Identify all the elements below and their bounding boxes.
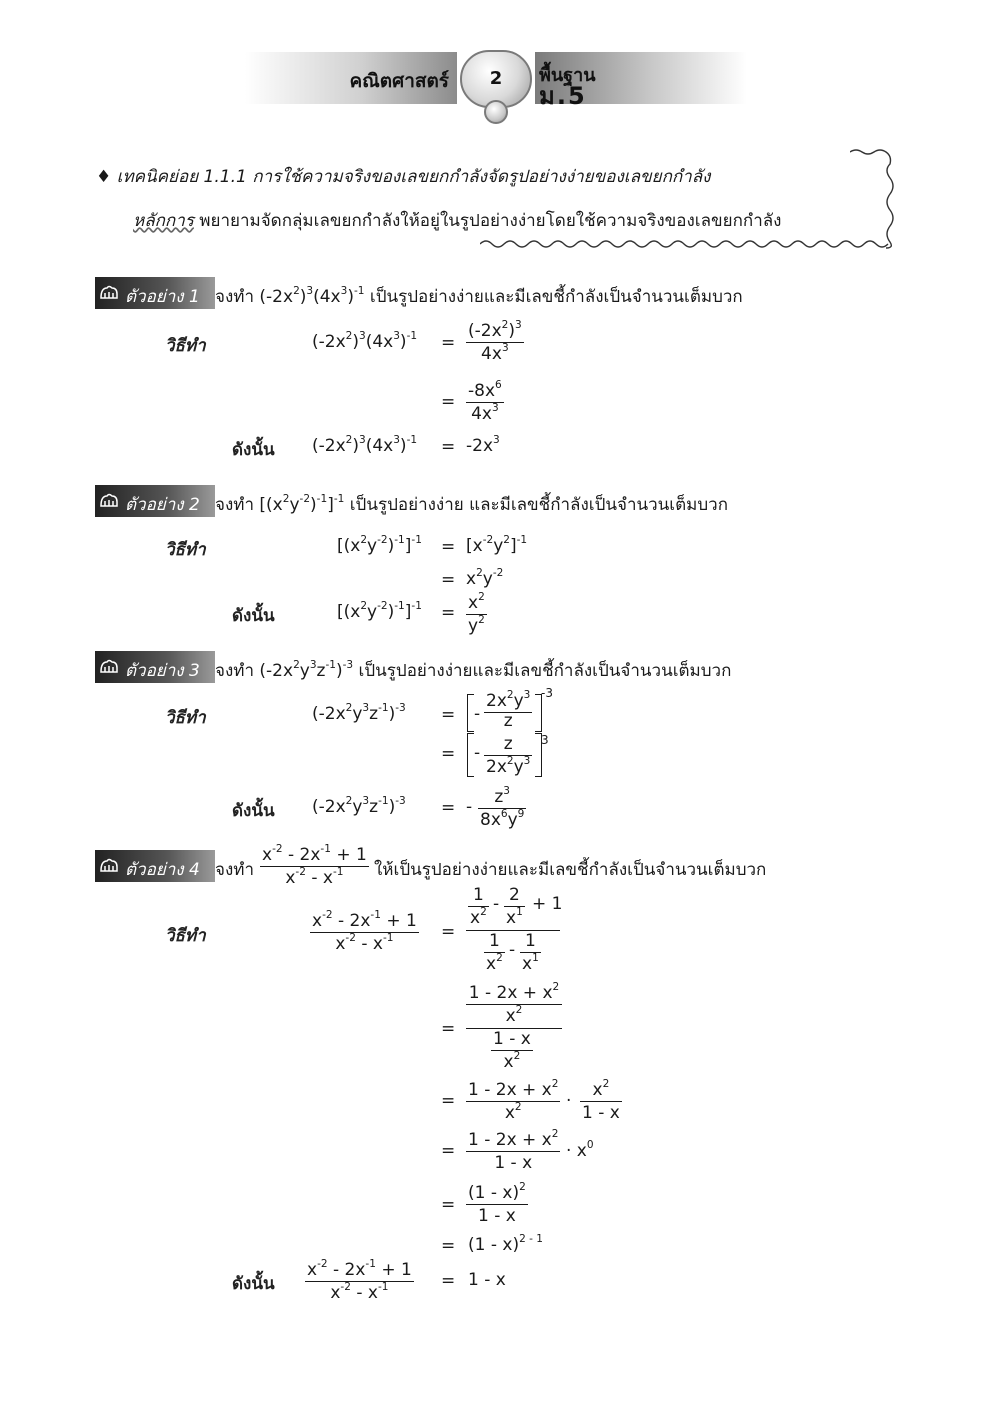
ex4-result-rhs: 1 - x [468,1270,506,1290]
therefore-label: ดังนั้น [232,801,275,821]
ex4-step3-fraction-b: $\frac{x^2}{1 - x}$ [582,1077,620,1123]
minus-sign: - [466,797,473,817]
example-1-label: ตัวอย่าง 1 [125,287,200,307]
hand-icon [99,857,119,875]
ex4-step2-complex-fraction: $\frac{1 - 2x + x^2}{x^2}$ $\frac{1 - x}{x^2}$ [466,982,562,1072]
ex1-step1-rhs: $\frac{(-2x^2)^3}{4x^3}$ [468,318,522,364]
ex1-step1-lhs: $(-2x^2)^3(4x^3)^{-1}$ [312,329,418,352]
example-3-question: จงทำ $(-2x^2y^3z^{-1})^{-3}$ เป็นรูปอย่างง่ายและมีเลขชี้กำลังเป็นจำนวนเต็มบวก [215,658,732,681]
equals-sign: = [441,603,456,623]
equals-sign: = [441,1091,456,1111]
method-label: วิธีทำ [165,926,206,946]
hand-icon [99,658,119,676]
principle-line [133,207,781,234]
ex4-step6: (1 - x)$^{2 - 1}$ [468,1232,543,1255]
left-bracket [467,694,474,732]
example-1-suffix: เป็นรูปอย่างง่ายและมีเลขชี้กำลังเป็นจำนวนเต็มบวก [364,287,743,307]
method-label: วิธีทำ [165,540,206,560]
dot-operator: · [566,1091,572,1111]
header-subject-band [245,52,457,104]
header-level-band [535,52,747,110]
equals-sign: = [441,705,456,725]
do-prefix: จงทำ [215,287,255,307]
example-1-banner [95,277,215,309]
equals-sign: = [441,798,456,818]
example-2-question: จงทำ $[(x^2y^{-2})^{-1}]^{-1}$ เป็นรูปอย่างง่าย และมีเลขชี้กำลังเป็นจำนวนเต็มบวก [215,492,728,515]
ex4-step5-fraction: $\frac{(1 - x)^2}{1 - x}$ [468,1180,526,1226]
principle-text: พยายามจัดกลุ่มเลขยกกำลังให้อยู่ในรูปอย่างง่ายโดยใช้ความจริงของเลขยกกำลัง [193,211,782,231]
ex2-step2-rhs: $x^2y^{-2}$ [466,566,504,589]
example-2-banner [95,485,215,517]
equals-sign: = [441,1019,456,1039]
equals-sign: = [441,333,456,353]
ex2-step1-lhs: $[(x^2y^{-2})^{-1}]^{-1}$ [337,533,422,556]
hand-icon [99,492,119,510]
do-prefix: จงทำ [215,860,255,880]
equals-sign: = [441,744,456,764]
ex3-result-lhs: $(-2x^2y^3z^{-1})^{-3}$ [312,794,406,817]
header-level-line1: พื้นฐาน [539,65,596,86]
do-prefix: จงทำ [215,495,255,515]
equals-sign: = [441,570,456,590]
wavy-underline [480,236,890,252]
example-4-label: ตัวอย่าง 4 [125,860,200,880]
example-4-suffix: ให้เป็นรูปอย่างง่ายและมีเลขชี้กำลังเป็นจำนวนเต็มบวก [374,860,767,880]
therefore-label: ดังนั้น [232,440,275,460]
method-label: วิธีทำ [165,336,206,356]
ex4-step4-factor: · $x^0$ [566,1138,594,1161]
header-level-line2: ม.5 [539,82,587,110]
method-label: วิธีทำ [165,708,206,728]
hand-icon [99,284,119,302]
ex4-result-lhs: $\frac{x^{-2} - 2x^{-1} + 1}{x^{-2} - x^{-1}}$ [307,1257,412,1303]
equals-sign: = [441,1141,456,1161]
minus-sign: - [474,743,481,763]
equals-sign: = [441,1236,456,1256]
principle-label: หลักการ [133,211,194,231]
exponent: 3 [541,733,549,747]
ex2-result-lhs: $[(x^2y^{-2})^{-1}]^{-1}$ [337,599,422,622]
technique-title: ♦ เทคนิคย่อย 1.1.1 การใช้ความจริงของเลขยกกำลังจัดรูปอย่างง่ายของเลขยกกำลัง [96,167,711,187]
ex2-result-rhs: $\frac{x^2}{y^2}$ [468,590,485,636]
example-3-suffix: เป็นรูปอย่างง่ายและมีเลขชี้กำลังเป็นจำนวนเต็มบวก [353,661,732,681]
ex4-step1-lhs: $\frac{x^{-2} - 2x^{-1} + 1}{x^{-2} - x^{-1}}$ [312,908,417,954]
ex3-step1-fraction: $\frac{2x^2y^3}{z}$ [486,688,531,731]
equals-sign: = [441,437,456,457]
ex2-step1-rhs: $[x^{-2}y^2]^{-1}$ [466,533,528,556]
ex1-result-rhs: $-2x^3$ [466,433,500,456]
ex1-step2-rhs: $\frac{-8x^6}{4x^3}$ [468,378,502,424]
therefore-label: ดังนั้น [232,606,275,626]
example-4-question-fraction: $\frac{x^{-2} - 2x^{-1} + 1}{x^{-2} - x^{-1}}$ [262,842,367,888]
ex4-step1-complex-fraction: $\frac{1}{x^2}$ - $\frac{2}{x^1}$ + 1 $\frac{1}{x^2}$ - $\frac{1}{x^1}$ [466,884,560,972]
example-3-label: ตัวอย่าง 3 [125,661,200,681]
ex3-result-fraction: $\frac{z^3}{8x^6y^9}$ [480,784,525,830]
equals-sign: = [441,922,456,942]
minus-sign: - [474,704,481,724]
ex3-step1-lhs: $(-2x^2y^3z^{-1})^{-3}$ [312,701,406,724]
header-subject: คณิตศาสตร์ [349,70,449,92]
equals-sign: = [441,1271,456,1291]
example-3-banner [95,651,215,683]
do-prefix: จงทำ [215,661,255,681]
exponent: -3 [541,686,553,700]
example-2-suffix: เป็นรูปอย่างง่าย และมีเลขชี้กำลังเป็นจำนวนเต็มบวก [344,495,728,515]
ex3-step2-fraction: $\frac{z}{2x^2y^3}$ [486,734,531,777]
ex4-step4-fraction: $\frac{1 - 2x + x^2}{1 - x}$ [468,1127,559,1173]
therefore-label: ดังนั้น [232,1274,275,1294]
page-number: 2 [489,68,503,89]
equals-sign: = [441,1195,456,1215]
ex4-step3-fraction-a: $\frac{1 - 2x + x^2}{x^2}$ [468,1077,559,1123]
equals-sign: = [441,537,456,557]
left-bracket [467,733,474,777]
example-2-label: ตัวอย่าง 2 [125,495,200,515]
badge-drop-decoration [484,100,508,124]
example-1-question: จงทำ $(-2x^2)^3(4x^3)^{-1}$ เป็นรูปอย่างง่ายและมีเลขชี้กำลังเป็นจำนวนเต็มบวก [215,284,743,307]
example-4-banner [95,850,215,882]
equals-sign: = [441,392,456,412]
ex1-result-lhs: $(-2x^2)^3(4x^3)^{-1}$ [312,433,418,456]
